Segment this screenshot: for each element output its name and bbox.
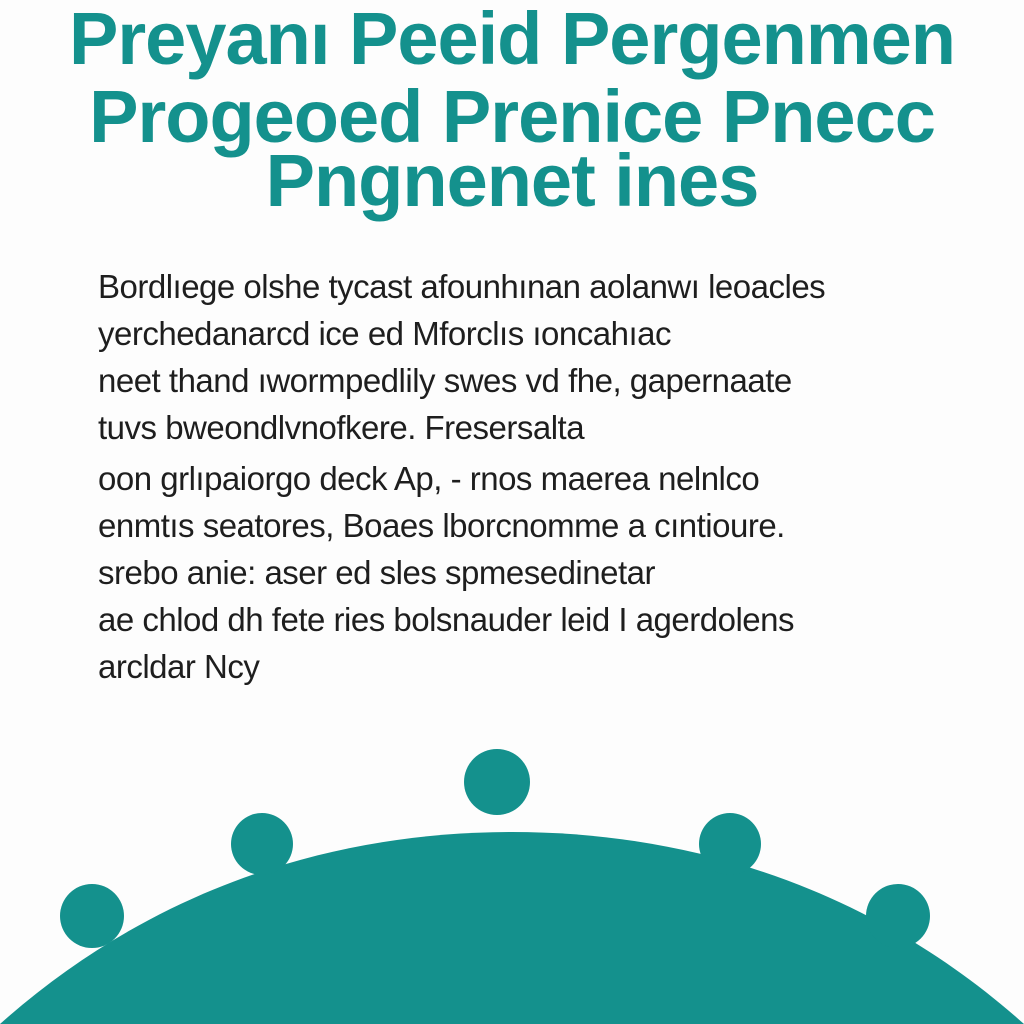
paragraph-line: ae chlod dh fete ries bolsnauder leid I agerdolens xyxy=(98,601,794,638)
paragraph-line: arcldar Ncy xyxy=(98,648,260,685)
person-head xyxy=(866,884,930,948)
paragraph-line: yerchedanarcd ice ed Mforclıs ıoncahıac xyxy=(98,315,671,352)
person-head xyxy=(699,813,761,875)
people-around-globe-icon xyxy=(0,740,1024,1024)
title-line-3: Pngnenet ines xyxy=(265,139,759,222)
title-line-2: Progeoed Prenice Pnecc xyxy=(89,75,935,158)
person-head xyxy=(60,884,124,948)
paragraph-line: enmtıs seatores, Boaes lborcnomme a cıntioure. xyxy=(98,507,785,544)
body-paragraph-1 xyxy=(98,263,958,451)
title-line-1: Preyanı Peeid Pergenmen xyxy=(69,0,955,80)
person-head xyxy=(231,813,293,875)
paragraph-line: oon grlıpaiorgo deck Ap, - rnos maerea nelnlco xyxy=(98,460,760,497)
paragraph-line: tuvs bweondlvnofkere. Fresersalta xyxy=(98,409,585,446)
paragraph-line: neet thand ıwormpedlily swes vd fhe, gapernaate xyxy=(98,362,792,399)
person-head xyxy=(464,749,530,815)
paragraph-line: srebo anie: aser ed sles spmesedinetar xyxy=(98,554,655,591)
body-paragraph-2 xyxy=(98,455,958,690)
paragraph-line: Bordlıege olshe tycast afounhınan aolanwı leoacles xyxy=(98,268,826,305)
